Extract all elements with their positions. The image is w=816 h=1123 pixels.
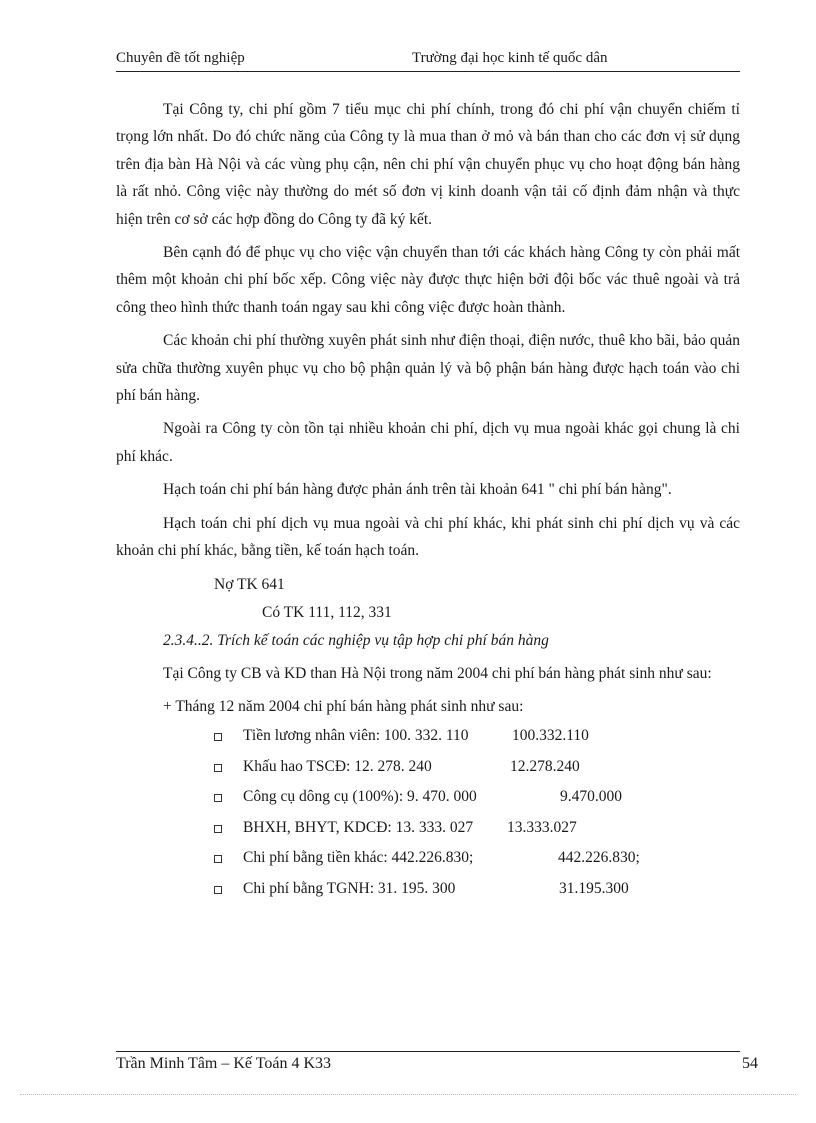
square-bullet-icon (214, 794, 222, 802)
expense-value: 442.226.830; (558, 849, 640, 867)
page-body (116, 96, 740, 904)
expense-value: 13.333.027 (507, 818, 577, 836)
paragraph: Tại Công ty, chi phí gồm 7 tiểu mục chi phí chính, trong đó chi phí vận chuyển chiếm tỉ trọng lớn nhất. Do đó chức năng của Công ty là mua than ở mỏ và bán than cho các đơn vị sử dụng trên địa bàn Hà Nội và các vùng phụ cận, nên chi phí vận chuyển phục vụ cho hoạt động bán hàng là rất nhỏ. Công việc này thường do mét số đơn vị kinh doanh vận tải cố định đảm nhận và thực hiện trên cơ sở các hợp đồng do Công ty đã ký kết. (116, 101, 740, 228)
paragraph: Các khoản chi phí thường xuyên phát sinh như điện thoại, điện nước, thuê kho bãi, bảo quản sửa chữa thường xuyên phục vụ cho bộ phận quản lý và bộ phận bán hàng được hạch toán vào chi phí bán hàng. (116, 332, 740, 405)
expense-label: BHXH, BHYT, KDCĐ: 13. 333. 027 (243, 818, 474, 836)
list-item (116, 752, 740, 783)
list-item (116, 874, 740, 905)
square-bullet-icon (214, 733, 222, 741)
expense-value: 9.470.000 (560, 788, 622, 806)
page-header (116, 50, 740, 70)
page-number: 54 (742, 1055, 758, 1072)
paragraph: Hạch toán chi phí dịch vụ mua ngoài và chi phí khác, khi phát sinh chi phí dịch vụ và các khoản chi phí khác, bằng tiền, kế toán hạch toán. (116, 514, 740, 560)
page-footer (116, 1055, 758, 1077)
month-summary-line: + Tháng 12 năm 2004 chi phí bán hàng phát sinh như sau: (163, 698, 524, 716)
expense-label: Chi phí bằng TGNH: 31. 195. 300 (243, 879, 456, 897)
list-item (116, 813, 740, 844)
header-thesis-title: Chuyên đề tốt nghiệp (116, 50, 245, 66)
header-divider (116, 71, 740, 72)
paragraph: Hạch toán chi phí bán hàng được phản ánh trên tài khoản 641 " chi phí bán hàng". (163, 481, 672, 499)
paragraph: Tại Công ty CB và KD than Hà Nội trong năm 2004 chi phí bán hàng phát sinh như sau: (163, 664, 712, 682)
paragraph: Ngoài ra Công ty còn tồn tại nhiều khoản chi phí, dịch vụ mua ngoài khác gọi chung là chi phí khác. (116, 420, 740, 465)
expense-value: 31.195.300 (559, 879, 629, 897)
header-university: Trường đại học kinh tế quốc dân (412, 50, 608, 66)
list-item (116, 843, 740, 874)
expense-value: 100.332.110 (512, 727, 589, 745)
journal-entry-credit: Có TK 111, 112, 331 (262, 603, 392, 621)
expense-label: Tiền lương nhân viên: 100. 332. 110 (243, 727, 469, 745)
expense-value: 12.278.240 (510, 757, 580, 775)
square-bullet-icon (214, 886, 222, 894)
expense-label: Công cụ dông cụ (100%): 9. 470. 000 (243, 788, 477, 806)
expense-label: Chi phí bằng tiền khác: 442.226.830; (243, 849, 474, 867)
expense-label: Khấu hao TSCĐ: 12. 278. 240 (243, 757, 432, 775)
square-bullet-icon (214, 764, 222, 772)
expense-list (116, 721, 740, 904)
journal-entry-debit: Nợ TK 641 (214, 575, 285, 593)
page-bottom-border (20, 1094, 796, 1095)
footer-divider (116, 1051, 740, 1052)
section-heading: 2.3.4..2. Trích kế toán các nghiệp vụ tập hợp chi phí bán hàng (163, 631, 549, 649)
list-item (116, 782, 740, 813)
paragraph: Bên cạnh đó để phục vụ cho việc vận chuyển than tới các khách hàng Công ty còn phải mất thêm một khoản chi phí bốc xếp. Công việc này được thực hiện bởi đội bốc vác thuê ngoài và trả công theo hình thức thanh toán ngay sau khi công việc được hoàn thành. (116, 244, 740, 316)
square-bullet-icon (214, 855, 222, 863)
square-bullet-icon (214, 825, 222, 833)
list-item (116, 721, 740, 752)
footer-author: Trần Minh Tâm – Kế Toán 4 K33 (116, 1055, 332, 1072)
